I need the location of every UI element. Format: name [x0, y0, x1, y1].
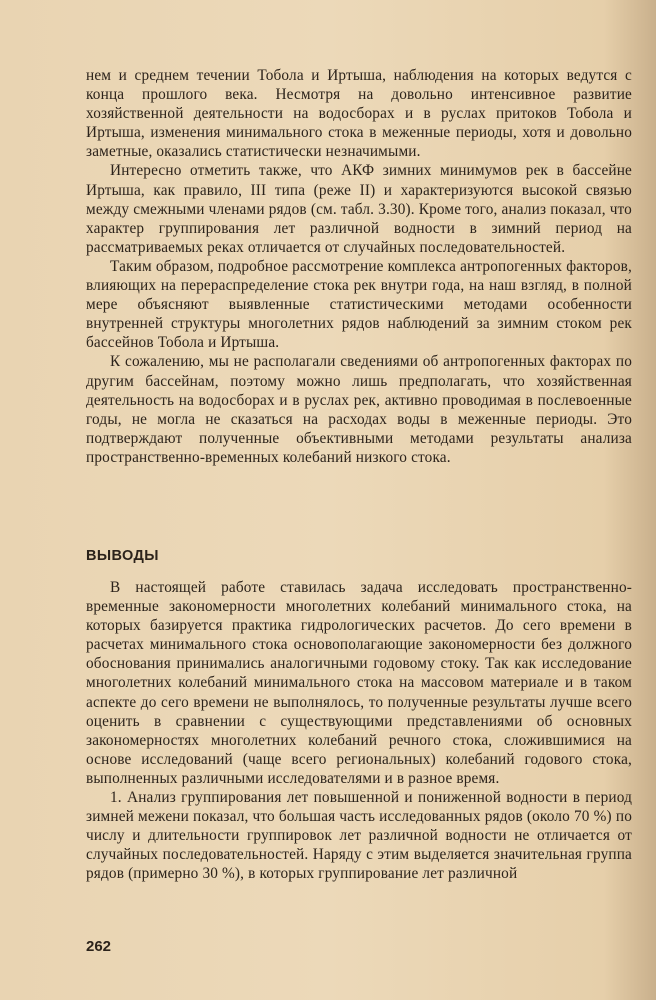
text-block-conclusions: [86, 578, 632, 884]
paragraph-other-basins: К сожалению, мы не располагали сведениями об антропогенных факторах по другим бассейнам, поэтому можно лишь предполагать, что хозяйственная деятельность на водосборах и в руслах рек, активно проводимая в послевоенные годы, не могла не сказаться на расходах воды в меженные периоды. Это подтверждают полученные объективными методами результаты анализа пространственно-временных колебаний низкого стока.: [86, 353, 632, 466]
paragraph-continuation: нем и среднем течении Тобола и Иртыша, наблюдения на которых ведутся с конца прошлого века. Несмотря на довольно интенсивное развитие хозяйственной деятельности на водосборах и в руслах притоков Тобола и Иртыша, изменения минимального стока в меженные периоды, хотя и довольно заметные, оказались статистически незначимыми.: [86, 67, 632, 161]
paragraph-task: В настоящей работе ставилась задача исследовать пространственно-временные закономерности многолетних колебаний минимального стока, на которых базируется практика гидрологических расчетов. До сего времени в расчетах минимального стока основополагающие закономерности без должного обоснования принимались аналогичными годовому стоку. Так как исследование многолетних колебаний минимального стока на массовом материале и в таком аспекте до сего времени не выполнялось, то полученные результаты лучше всего оценить в сравнении с существующими представлениями об основных закономерностях многолетних колебаний речного стока, сложившимися на основе исследований (чаще всего региональных) колебаний годового стока, выполненных различными исследователями и в разное время.: [86, 579, 632, 787]
section-heading: ВЫВОДЫ: [86, 548, 159, 564]
paragraph-anthropogenic-factors: Таким образом, подробное рассмотрение комплекса антропогенных факторов, влияющих на перераспределение стока рек внутри года, на наш взгляд, в полной мере объясняют выявленные статистическими методами особенности внутренней структуры многолетних рядов наблюдений за зимним стоком рек бассейнов Тобола и Иртыша.: [86, 257, 632, 352]
paragraph-conclusion-1: 1. Анализ группирования лет повышенной и пониженной водности в период зимней межени показал, что большая часть исследованных рядов (около 70 %) по числу и длительности группировок лет различной водности не отличается от случайных последовательностей. Наряду с этим выделяется значительная группа рядов (примерно 30 %), в которых группирование лет различной: [86, 789, 632, 883]
page-number: 262: [86, 938, 112, 955]
paragraph-akf: Интересно отметить также, что АКФ зимних минимумов рек в бассейне Иртыша, как правило, III типа (реже II) и характеризуются высокой связью между смежными членами рядов (см. табл. 3.30). Кроме того, анализ показал, что характер группирования лет различной водности в зимний период на рассматриваемых реках отличается от случайных последовательностей.: [86, 162, 632, 256]
text-block-top: [86, 66, 632, 467]
